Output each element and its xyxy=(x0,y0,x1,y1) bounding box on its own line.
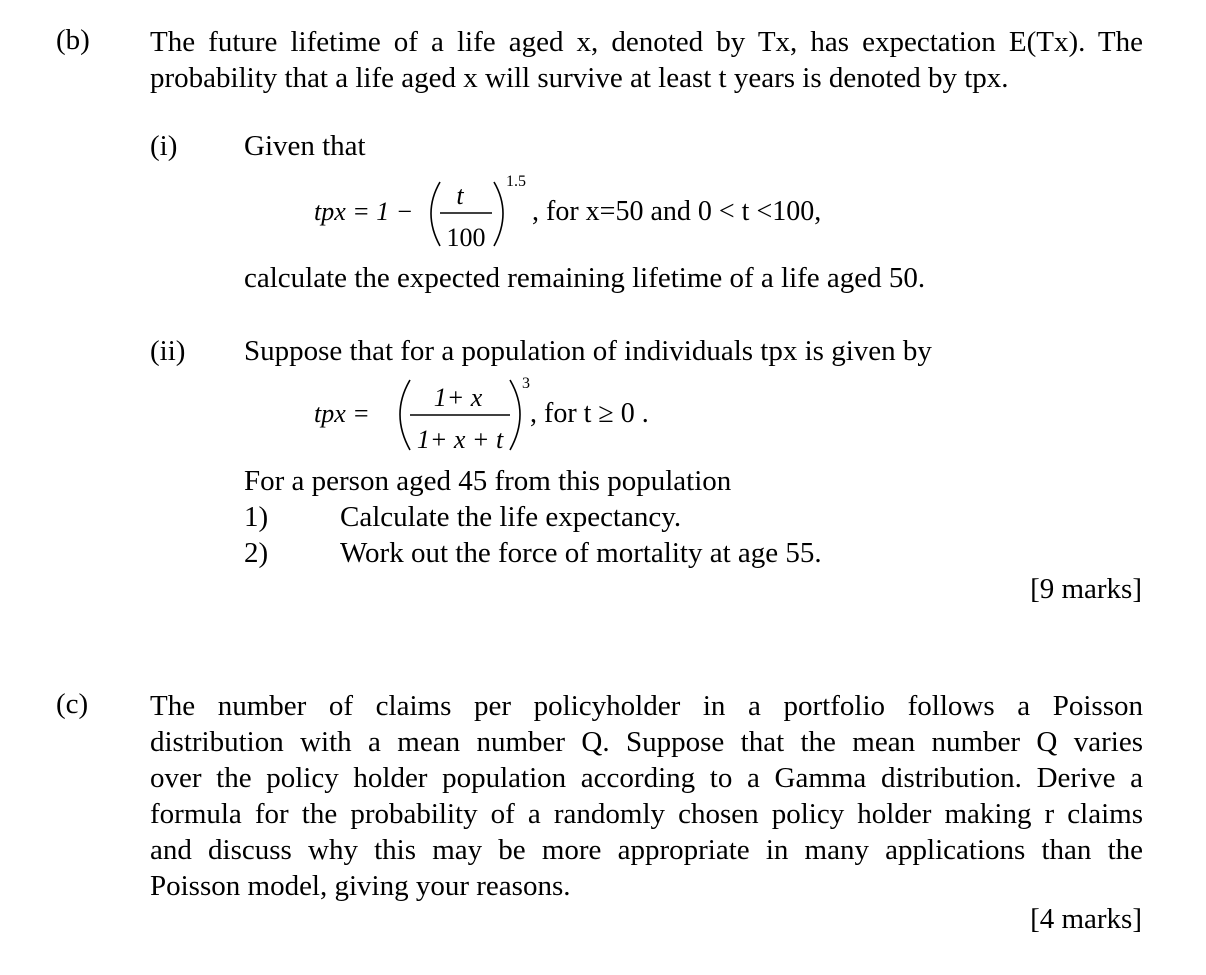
part-c-line-1: The number of claims per policyholder in a portfolio follows a Poisson xyxy=(150,690,1143,722)
part-b-line-2: probability that a life aged x will survive at least t years is denoted by tpx. xyxy=(150,62,1009,94)
part-c-text xyxy=(150,688,1143,904)
formula-i-numerator: t xyxy=(456,181,464,210)
sub-i-label: (i) xyxy=(150,130,178,162)
sub-ii-item-1-text: Calculate the life expectancy. xyxy=(340,501,682,533)
formula-i xyxy=(300,168,900,258)
sub-ii-item-2-text: Work out the force of mortality at age 55. xyxy=(340,537,822,569)
formula-i-paren-right xyxy=(494,182,503,246)
formula-ii-condition: , for t ≥ 0 . xyxy=(530,398,649,429)
sub-ii-intro: Suppose that for a population of individuals tpx is given by xyxy=(244,335,932,367)
formula-ii-paren-right xyxy=(510,380,520,450)
formula-ii-numerator: 1+ x xyxy=(433,383,483,412)
formula-i-exponent: 1.5 xyxy=(506,173,526,190)
part-c-label: (c) xyxy=(56,688,89,720)
formula-ii-exponent: 3 xyxy=(522,375,530,392)
formula-i-condition: , for x=50 and 0 < t <100, xyxy=(532,196,822,227)
sub-i-intro: Given that xyxy=(244,130,366,162)
part-c-line-5: and discuss why this may be more appropriate in many applications than the xyxy=(150,834,1143,866)
formula-i-lhs: tpx = 1 − xyxy=(314,197,414,226)
part-b-line-1: The future lifetime of a life aged x, denoted by Tx, has expectation E(Tx). The xyxy=(150,26,1143,58)
sub-i-task: calculate the expected remaining lifetime of a life aged 50. xyxy=(244,262,926,294)
formula-ii-paren-left xyxy=(400,380,410,450)
formula-ii-denominator: 1+ x + t xyxy=(416,425,504,454)
part-c-line-3: over the policy holder population according to a Gamma distribution. Derive a xyxy=(150,762,1143,794)
formula-i-denominator: 100 xyxy=(446,223,486,252)
part-b-marks: [9 marks] xyxy=(1030,573,1142,605)
part-b-text xyxy=(150,24,1143,96)
sub-ii-context: For a person aged 45 from this population xyxy=(244,465,732,497)
formula-i-paren-left xyxy=(431,182,440,246)
part-c-line-4: formula for the probability of a randomly chosen policy holder making r claims xyxy=(150,798,1143,830)
part-c-marks: [4 marks] xyxy=(1030,903,1142,935)
sub-ii-item-1-num: 1) xyxy=(244,501,269,533)
formula-ii xyxy=(300,370,900,460)
part-c-line-2: distribution with a mean number Q. Suppose that the mean number Q varies xyxy=(150,726,1143,758)
sub-ii-label: (ii) xyxy=(150,335,186,367)
formula-ii-lhs: tpx = xyxy=(314,399,370,428)
part-c-line-6: Poisson model, giving your reasons. xyxy=(150,870,571,902)
part-b-label: (b) xyxy=(56,24,90,56)
sub-ii-item-2-num: 2) xyxy=(244,537,269,569)
